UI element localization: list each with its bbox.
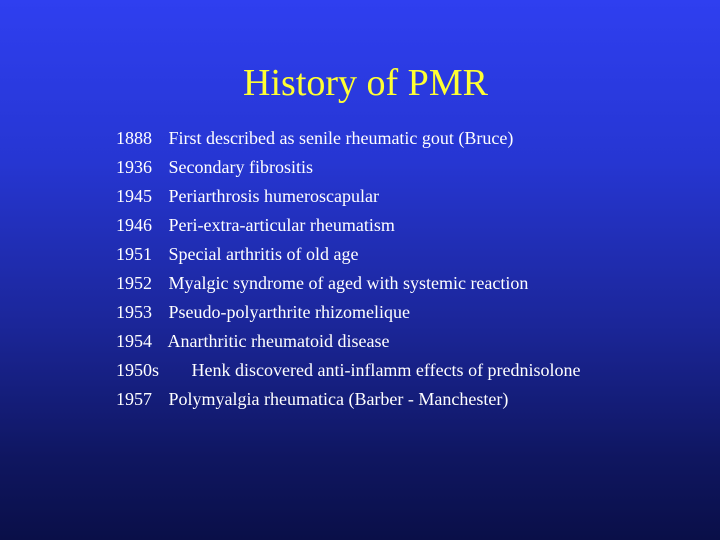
history-item xyxy=(116,327,581,356)
history-year: 1950s xyxy=(116,360,160,380)
history-event: Anarthritic rheumatoid disease xyxy=(167,331,390,351)
history-year: 1953 xyxy=(116,302,152,322)
history-item xyxy=(116,298,581,327)
history-event: Pseudo-polyarthrite rhizomelique xyxy=(168,302,410,322)
history-event: Periarthrosis humeroscapular xyxy=(168,186,379,206)
history-year: 1957 xyxy=(116,389,152,409)
history-item xyxy=(116,240,581,269)
history-list xyxy=(116,124,581,414)
history-event: Polymyalgia rheumatica (Barber - Manchester) xyxy=(168,389,509,409)
history-event: Henk discovered anti-inflamm effects of prednisolone xyxy=(191,360,581,380)
history-event: Myalgic syndrome of aged with systemic reaction xyxy=(168,273,529,293)
history-item xyxy=(116,153,581,182)
history-item xyxy=(116,269,581,298)
history-year: 1888 xyxy=(116,128,152,148)
history-year: 1951 xyxy=(116,244,152,264)
history-item xyxy=(116,385,581,414)
history-item xyxy=(116,182,581,211)
history-event: Special arthritis of old age xyxy=(168,244,359,264)
history-item xyxy=(116,124,581,153)
history-year: 1952 xyxy=(116,273,152,293)
history-item xyxy=(116,356,581,385)
history-year: 1954 xyxy=(116,331,152,351)
history-event: Peri-extra-articular rheumatism xyxy=(168,215,395,235)
history-event: Secondary fibrositis xyxy=(168,157,313,177)
history-item xyxy=(116,211,581,240)
history-year: 1946 xyxy=(116,215,152,235)
history-year: 1936 xyxy=(116,157,152,177)
history-year: 1945 xyxy=(116,186,152,206)
slide-title: History of PMR xyxy=(243,62,488,104)
history-event: First described as senile rheumatic gout (Bruce) xyxy=(168,128,514,148)
